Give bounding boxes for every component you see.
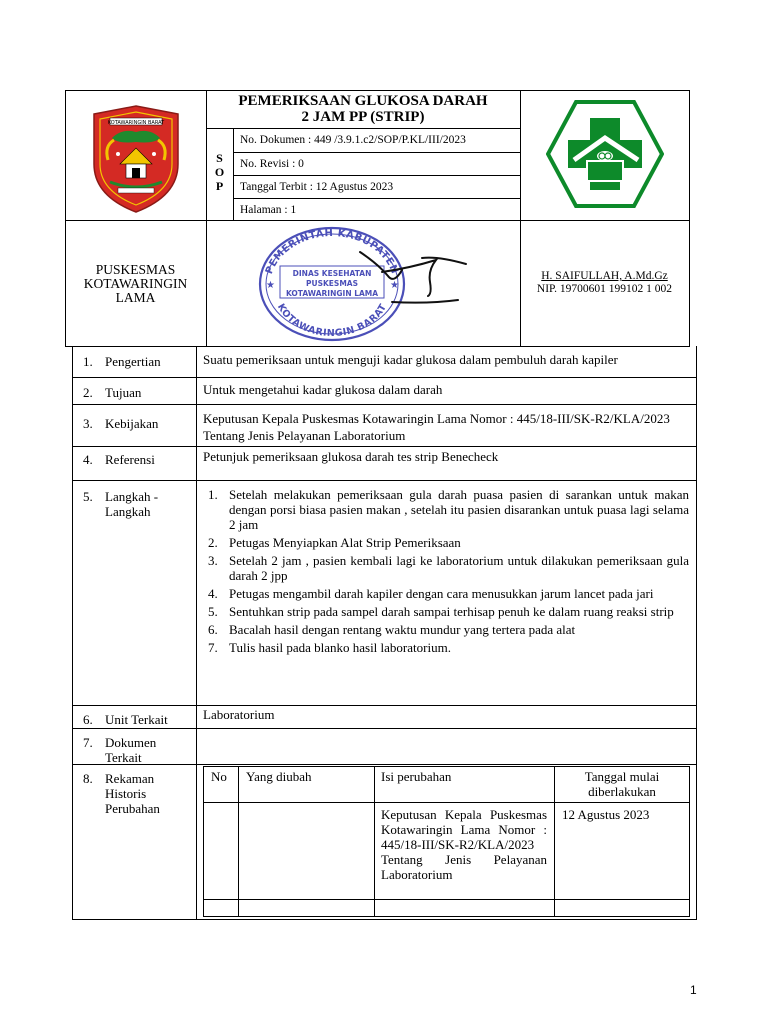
sop-title-line2: 2 JAM PP (STRIP) xyxy=(301,109,425,125)
issue-date: Tanggal Terbit : 12 Agustus 2023 xyxy=(240,181,394,193)
svg-text:DINAS KESEHATAN: DINAS KESEHATAN xyxy=(292,269,372,278)
list-item: 3. Setelah 2 jam , pasien kembali lagi ke laboratorium untuk dilakukan pemeriksaan gula darah 2 jpp xyxy=(208,553,689,583)
svg-text:PUSKESMAS: PUSKESMAS xyxy=(306,279,358,288)
svg-text:KOTAWARINGIN LAMA: KOTAWARINGIN LAMA xyxy=(285,289,379,298)
org-name-line2: KOTAWARINGIN xyxy=(83,276,188,291)
sop-letter-s: S xyxy=(216,151,223,165)
row-label: Unit Terkait xyxy=(105,712,168,727)
sop-letter-p: P xyxy=(215,179,224,193)
row-content: Petunjuk pemeriksaan glukosa darah tes strip Benecheck xyxy=(203,449,499,464)
list-item: 6. Bacalah hasil dengan rentang waktu mundur yang tertera pada alat xyxy=(208,622,576,637)
svg-text:KOTAWARINGIN BARAT: KOTAWARINGIN BARAT xyxy=(274,302,390,340)
list-item: 7. Tulis hasil pada blanko hasil laboratorium. xyxy=(208,640,451,655)
history-header-changed: Yang diubah xyxy=(246,769,312,784)
official-stamp xyxy=(252,224,482,342)
org-name-line1: PUSKESMAS xyxy=(95,262,176,277)
row-label: Dokumen Terkait xyxy=(105,735,157,765)
row-content: Suatu pemeriksaan untuk menguji kadar glukosa dalam pembuluh darah kapiler xyxy=(203,352,618,367)
list-item: 2. Petugas Menyiapkan Alat Strip Pemeriksaan xyxy=(208,535,461,550)
row-label: Pengertian xyxy=(105,354,161,369)
row-label: Rekaman Historis Perubahan xyxy=(105,771,160,816)
row-label: Tujuan xyxy=(105,385,142,400)
list-item: 5. Sentuhkan strip pada sampel darah sampai terhisap penuh ke dalam ruang reaksi strip xyxy=(208,604,674,619)
list-item: 4. Petugas mengambil darah kapiler dengan cara menusukkan jarum lancet pada jari xyxy=(208,586,654,601)
history-header-no: No xyxy=(211,769,227,784)
regency-logo xyxy=(88,104,184,214)
steps-list xyxy=(205,487,689,658)
svg-text:★: ★ xyxy=(390,280,399,291)
row-label: Kebijakan xyxy=(105,416,159,431)
svg-text:PEMERINTAH KABUPATEN: PEMERINTAH KABUPATEN xyxy=(263,227,401,276)
svg-text:KOTAWARINGIN BARAT: KOTAWARINGIN BARAT xyxy=(107,120,165,126)
signer-nip: NIP. 19700601 199102 1 002 xyxy=(536,283,673,295)
history-header-date: Tanggal mulai diberlakukan xyxy=(584,769,660,799)
page-number: 1 xyxy=(690,983,697,997)
row-label: Referensi xyxy=(105,452,155,467)
row-content: Untuk mengetahui kadar glukosa dalam darah xyxy=(203,382,443,397)
history-effective-date: 12 Agustus 2023 xyxy=(562,807,650,822)
row-label: Langkah - Langkah xyxy=(105,489,159,519)
row-content: Keputusan Kepala Puskesmas Kotawaringin Lama Nomor : 445/18-III/SK-R2/KLA/2023 Tentang Jenis Pelayanan Laboratorium xyxy=(203,411,670,443)
document-number: No. Dokumen : 449 /3.9.1.c2/SOP/P.KL/III/2023 xyxy=(240,134,466,146)
history-header-content: Isi perubahan xyxy=(381,769,452,784)
svg-text:★: ★ xyxy=(266,280,275,291)
sop-title-line1: PEMERIKSAAN GLUKOSA DARAH xyxy=(238,93,488,109)
row-content: Laboratorium xyxy=(203,707,275,722)
list-item: 1. Setelah melakukan pemeriksaan gula darah puasa pasien di sarankan untuk makan dengan porsi biasa pasien makan , setelah itu pasien disarankan untuk puasa lagi selama 2 jam xyxy=(208,487,689,532)
puskesmas-logo xyxy=(546,98,664,210)
page-field: Halaman : 1 xyxy=(240,204,297,216)
revision-number: No. Revisi : 0 xyxy=(240,158,304,170)
org-name-line3: LAMA xyxy=(115,290,156,305)
signer-name: H. SAIFULLAH, A.Md.Gz xyxy=(541,270,668,282)
history-change-content: Keputusan Kepala Puskesmas Kotawaringin Lama Nomor : 445/18-III/SK-R2/KLA/2023 Tentang Jenis Pelayanan Laboratorium xyxy=(381,807,547,882)
sop-letter-o: O xyxy=(214,165,225,179)
